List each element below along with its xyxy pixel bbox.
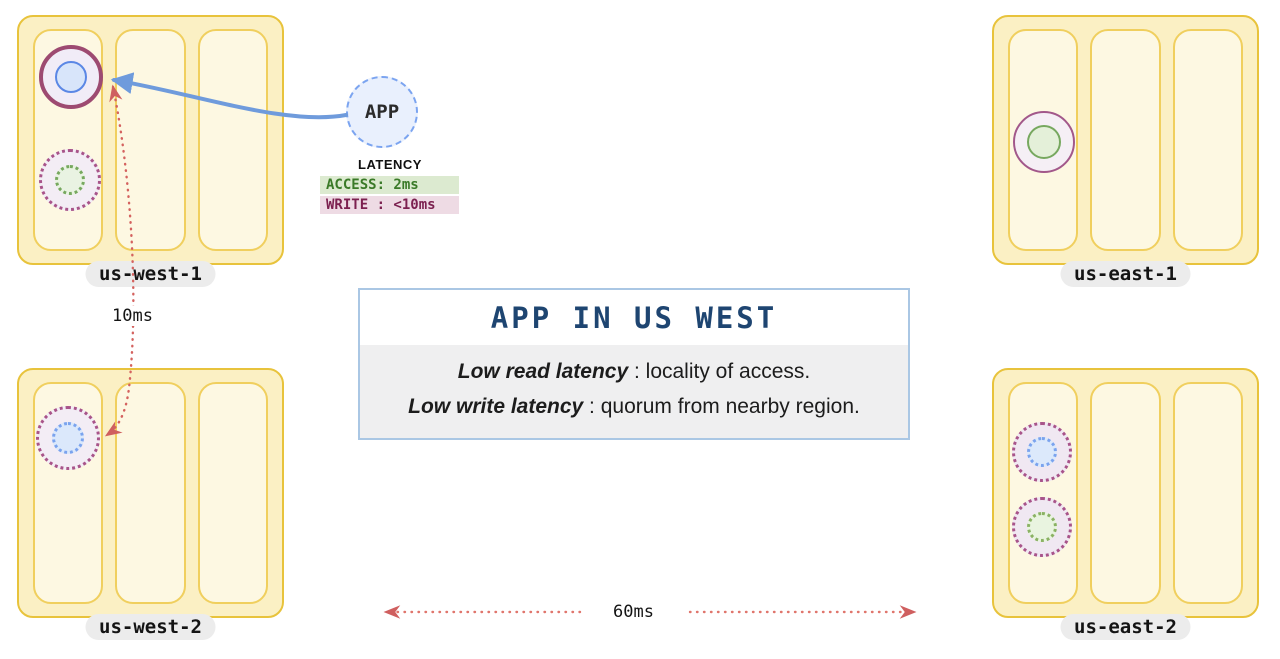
- callout-line-write: [360, 389, 908, 424]
- latency-legend-access-row: ACCESS: 2ms: [320, 176, 459, 194]
- callout-box: [358, 288, 910, 440]
- us-west-2-replica-node: [36, 406, 100, 470]
- us-east-1-replica-core: [1027, 125, 1061, 159]
- region-label-us-east-2: us-east-2: [1060, 614, 1191, 640]
- callout-line-read-rest: : locality of access.: [628, 360, 811, 383]
- region-us-east-1: [992, 15, 1259, 285]
- rack-column: [1008, 382, 1078, 604]
- callout-body: [360, 345, 908, 438]
- rack-column: [198, 29, 268, 251]
- us-east-2-replica-core-bottom: [1027, 512, 1057, 542]
- rack-column: [115, 29, 185, 251]
- callout-line-read: [360, 354, 908, 389]
- rack-column: [1173, 29, 1243, 251]
- us-west-1-primary-replica-node: [39, 45, 103, 109]
- rack-column: [1090, 382, 1160, 604]
- rack-column: [1090, 29, 1160, 251]
- region-us-west-1: [17, 15, 284, 285]
- us-east-2-replica-core-top: [1027, 437, 1057, 467]
- us-west-1-primary-replica-core: [55, 61, 87, 93]
- callout-line-write-rest: : quorum from nearby region.: [583, 395, 860, 419]
- us-west-1-secondary-replica-core: [55, 165, 85, 195]
- latency-legend-write-row: WRITE : <10ms: [320, 196, 459, 214]
- us-west-1-secondary-replica-node: [39, 149, 101, 211]
- app-node-label: APP: [364, 101, 400, 123]
- callout-line-write-lead: Low write latency: [408, 395, 584, 419]
- rack-column: [1173, 382, 1243, 604]
- us-east-1-replica-node: [1013, 111, 1075, 173]
- latency-label-west-pair: 10ms: [108, 306, 157, 326]
- region-label-us-east-1: us-east-1: [1060, 261, 1191, 287]
- region-label-us-west-2: us-west-2: [85, 614, 216, 640]
- region-label-us-west-1: us-west-1: [85, 261, 216, 287]
- us-west-2-replica-core: [52, 422, 84, 454]
- rack-column: [115, 382, 185, 604]
- latency-legend-title: LATENCY: [358, 157, 422, 172]
- app-node: [346, 76, 418, 148]
- latency-label-east-west: 60ms: [609, 602, 658, 622]
- us-east-2-replica-node-top: [1012, 422, 1072, 482]
- callout-line-read-lead: Low read latency: [457, 360, 629, 383]
- us-east-2-replica-node-bottom: [1012, 497, 1072, 557]
- rack-column: [198, 382, 268, 604]
- callout-title: APP IN US WEST: [490, 300, 778, 335]
- region-us-east-2: [992, 368, 1259, 638]
- region-us-west-2: [17, 368, 284, 638]
